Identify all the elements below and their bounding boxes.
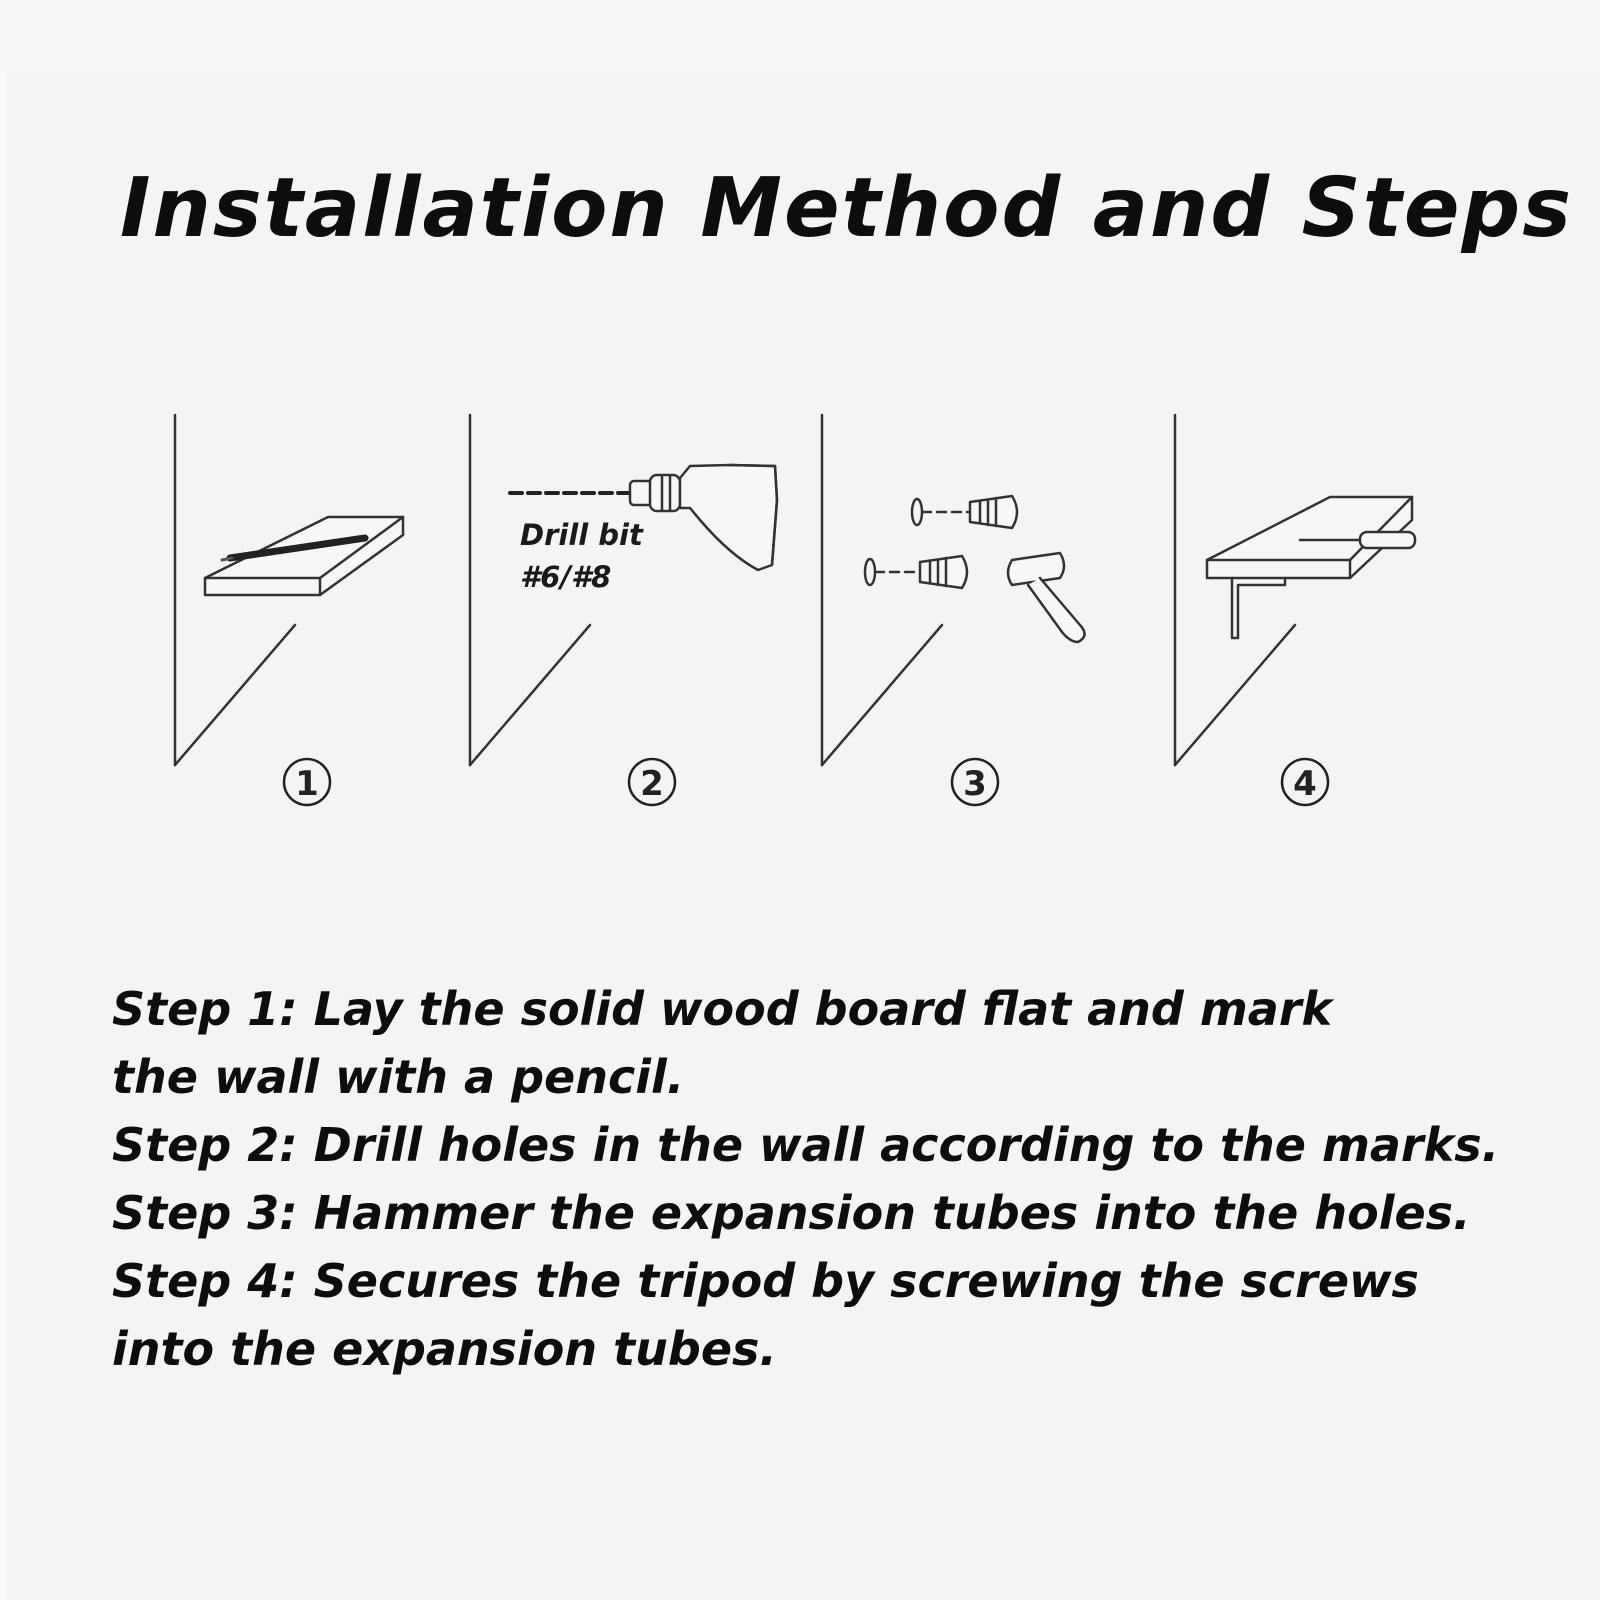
panel-2 — [470, 415, 777, 805]
step-4-line-2: into the expansion tubes. — [112, 1322, 777, 1376]
step-3-line: Step 3: Hammer the expansion tubes into the holes. — [112, 1186, 1471, 1240]
wall-corner-lines — [1175, 415, 1295, 765]
installation-diagram — [0, 380, 1600, 860]
screwdriver-bracket-icon — [1207, 497, 1415, 638]
step-number-1: 1 — [295, 764, 319, 804]
step-1-line-1: Step 1: Lay the solid wood board flat and mark — [112, 982, 1333, 1036]
step-instructions — [112, 975, 1582, 1383]
panel-4 — [1175, 415, 1415, 805]
step-2-line: Step 2: Drill holes in the wall according to the marks. — [112, 1118, 1500, 1172]
page-title: Installation Method and Steps — [120, 161, 1574, 256]
step-number-4: 4 — [1293, 764, 1317, 804]
step-number-3: 3 — [963, 764, 987, 804]
step-4-line-1: Step 4: Secures the tripod by screwing the screws — [112, 1254, 1419, 1308]
panel-1 — [175, 415, 403, 805]
step-1-line-2: the wall with a pencil. — [112, 1050, 685, 1104]
drill-bit-label: Drill bit — [520, 518, 643, 552]
panel-3 — [822, 415, 1085, 805]
pencil-on-board-icon — [205, 517, 403, 595]
anchors-and-hammer-icon — [865, 496, 1085, 642]
drill-bit-size-label: #6/#8 — [520, 560, 612, 594]
wall-corner-lines — [822, 415, 942, 765]
top-strip — [0, 0, 1600, 72]
step-number-2: 2 — [640, 764, 664, 804]
